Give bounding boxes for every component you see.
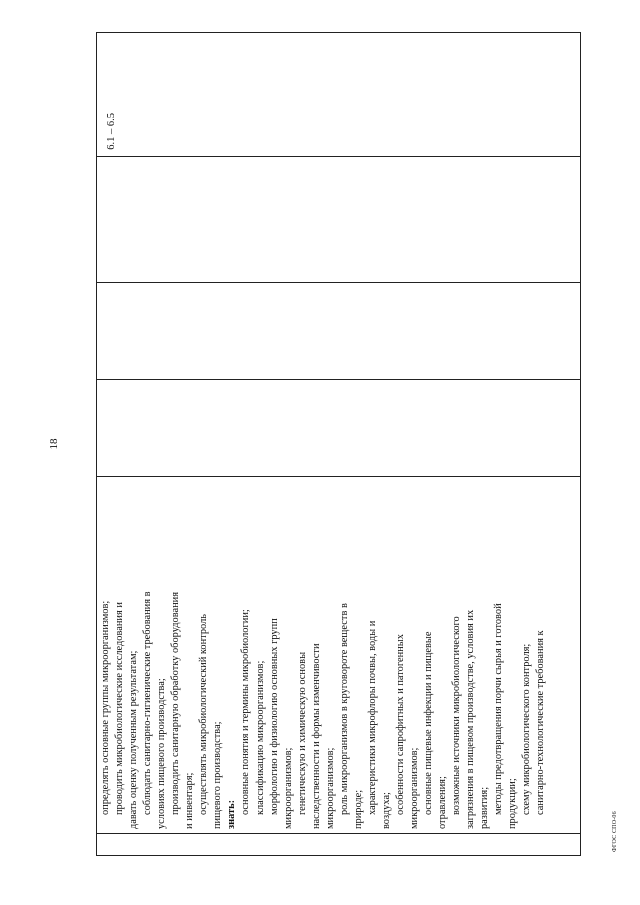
content-line: условиях пищевого производства; [156, 678, 168, 830]
content-line: продукции; [507, 778, 519, 830]
content-line: морфологию и физиологию основных групп [268, 618, 280, 816]
content-line: санитарно-технологические требования к [535, 630, 547, 816]
competence-column [97, 33, 580, 156]
content-line: роль микроорганизмов в круговороте веществ в [338, 603, 350, 816]
content-line: микроорганизмов; [324, 747, 336, 830]
content-line: схему микробиологического контроля; [521, 643, 533, 816]
hours-required-column [97, 282, 580, 379]
content-line: определять основные группы микроорганизмов; [100, 600, 111, 816]
content-line: микроорганизмов; [409, 747, 421, 830]
discipline-column [97, 156, 580, 283]
content-line: наследственности и формы изменчивости [310, 643, 322, 830]
content-line: знать: [226, 799, 238, 830]
content-line: основные пищевые инфекции и пищевые [423, 631, 435, 816]
content-line: и инвентаря; [184, 772, 196, 830]
content-column [97, 476, 580, 833]
content-line: особенности сапрофитных и патогенных [394, 634, 406, 816]
content-lines [99, 481, 549, 829]
content-line: основные понятия и термины микробиологии; [240, 609, 252, 816]
footer-code: ФГОС СПО-06 [612, 811, 618, 852]
content-line: загрязнения в пищевом производстве, условия их [465, 609, 477, 830]
content-line: классификацию микроорганизмов; [254, 660, 266, 816]
content-line: характеристики микрофлоры почвы, воды и [366, 620, 378, 816]
content-line: пищевого производства; [212, 721, 224, 830]
content-line: давать оценку полученным результатам; [128, 650, 140, 830]
page-number: 18 [48, 438, 60, 450]
content-line: возможные источники микробиологического [451, 616, 463, 816]
content-line: отравления; [437, 776, 449, 830]
content-line: осуществлять микробиологический контроль [198, 614, 210, 816]
content-line: генетическую и химическую основы [296, 651, 308, 816]
table-rotated-body [96, 32, 581, 856]
content-line: развития; [479, 786, 491, 830]
content-line: соблюдать санитарно-гигиенические требования в [142, 591, 154, 816]
content-line: производить санитарную обработку оборудования [170, 592, 182, 816]
hours-max-column [97, 379, 580, 476]
index-column [97, 833, 580, 855]
content-line: микроорганизмов; [282, 747, 294, 830]
content-line: проводить микробиологические исследования и [114, 602, 126, 816]
content-line: методы предотвращения порчи сырья и готовой [493, 603, 505, 816]
standards-table [96, 32, 581, 856]
competence-code: 6.1 – 6.5 [106, 112, 117, 150]
content-line: природе; [352, 789, 364, 830]
content-line: воздуха; [380, 792, 392, 830]
